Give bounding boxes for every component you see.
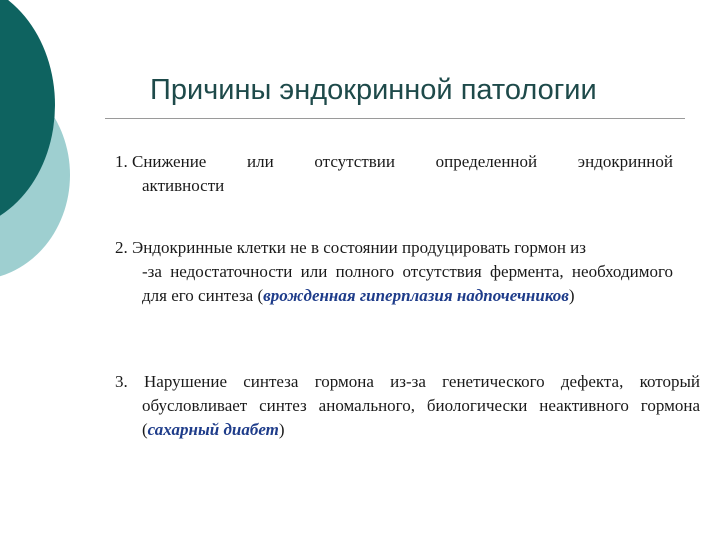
- list-item-2-tail: ): [568, 286, 575, 305]
- word: отсутствии: [314, 152, 395, 171]
- list-item-1: [115, 150, 673, 198]
- list-item-1-line-1: [115, 150, 673, 174]
- list-item-3: [115, 370, 700, 442]
- list-item-3-text: 3. Нарушение синтеза гормона из-за генетического дефекта, который обусловливает синтез аномального, биологически неактивного гормона (: [115, 372, 700, 439]
- list-item-2-text: -за недостаточности или полного отсутствия фермента, необходимого для его синтеза (: [142, 262, 673, 305]
- title-divider: [105, 118, 685, 119]
- list-item-2-continuation: [115, 260, 673, 308]
- word: или: [247, 152, 274, 171]
- word: 1. Снижение: [115, 152, 207, 171]
- list-item-3-emphasis: сахарный диабет: [147, 420, 279, 439]
- list-item-3-tail: ): [278, 420, 285, 439]
- list-item-2: [115, 236, 673, 308]
- list-item-2-first-line: 2. Эндокринные клетки не в состоянии продуцировать гормон из: [115, 238, 586, 257]
- list-item-2-emphasis: врожденная гиперплазия надпочечников: [263, 286, 569, 305]
- word: эндокринной: [577, 152, 673, 171]
- word: определенной: [435, 152, 538, 171]
- slide-title: Причины эндокринной патологии: [150, 74, 597, 106]
- list-item-1-line-2: активности: [142, 176, 225, 195]
